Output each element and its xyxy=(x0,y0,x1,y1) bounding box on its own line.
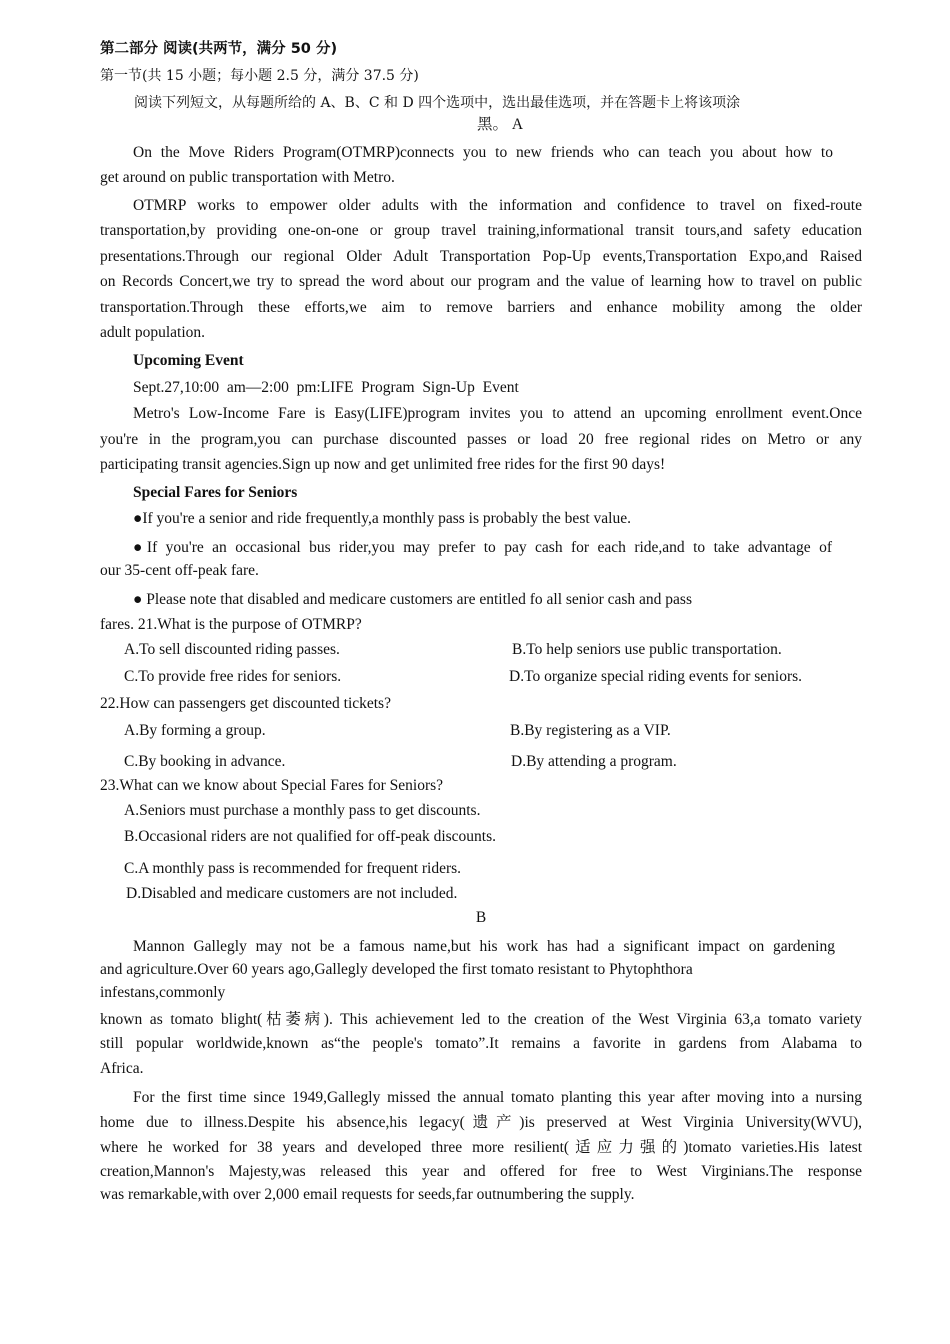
passage-b-p1-line: and agriculture.Over 60 years ago,Gallegly developed the first tomato resistant to Phytophthora xyxy=(100,961,693,978)
q23-option-a[interactable]: A.Seniors must purchase a monthly pass to get discounts. xyxy=(124,802,481,819)
q22-option-c[interactable]: C.By booking in advance. xyxy=(124,753,286,770)
passage-a-p3-line: participating transit agencies.Sign up now and get unlimited free rides for the first 90 days! xyxy=(100,456,666,473)
passage-a-p1-line: On the Move Riders Program(OTMRP)connects you to new friends who can teach you about how to xyxy=(133,144,833,161)
passage-a-p2-line: on Records Concert,we try to spread the word about our program and the value of learning how to travel on public xyxy=(100,273,862,290)
event-line: Sept.27,10:00 am—2:00 pm:LIFE Program Sign-Up Event xyxy=(133,379,519,396)
q22-option-a[interactable]: A.By forming a group. xyxy=(124,722,266,739)
instructions-line-1: 阅读下列短文，从每题所给的 A、B、C 和 D 四个选项中，选出最佳选项，并在答题卡上将该项涂 xyxy=(134,95,741,111)
passage-a-p3-line: you're in the program,you can purchase discounted passes or load 20 free regional rides on Metro or any xyxy=(100,431,862,448)
passage-a-p2-line: presentations.Through our regional Older Adult Transportation Pop-Up events,Transportation Expo,and Raised xyxy=(100,248,862,265)
q22-option-d[interactable]: D.By attending a program. xyxy=(511,753,677,770)
passage-b-p2-line: creation,Mannon's Majesty,was released this year and offered for free to West Virginians.The response xyxy=(100,1163,862,1180)
passage-a-p3-line: Metro's Low-Income Fare is Easy(LIFE)program invites you to attend an upcoming enrollment event.Once xyxy=(133,405,862,422)
q21-stem: fares. 21.What is the purpose of OTMRP? xyxy=(100,616,362,633)
passage-b-p2-line: home due to illness.Despite his absence,his legacy(遗产)is preserved at West Virginia University(WVU), xyxy=(100,1114,862,1131)
q23-stem: 23.What can we know about Special Fares for Seniors? xyxy=(100,777,444,794)
q21-option-a[interactable]: A.To sell discounted riding passes. xyxy=(124,641,340,658)
passage-b-p1-line: Mannon Gallegly may not be a famous name,but his work has had a significant impact on gardening xyxy=(133,938,835,955)
passage-a-p1-line: get around on public transportation with Metro. xyxy=(100,169,395,186)
passage-b-p2-line: where he worked for 38 years and developed three more resilient(适应力强的)tomato varieties.His latest xyxy=(100,1139,862,1156)
passage-b-label: B xyxy=(475,909,487,926)
q22-stem: 22.How can passengers get discounted tickets? xyxy=(100,695,391,712)
q22-option-b[interactable]: B.By registering as a VIP. xyxy=(510,722,671,739)
passage-b-p1-line: infestans,commonly xyxy=(100,984,226,1001)
passage-b-p2-line: For the first time since 1949,Gallegly missed the annual tomato planting this year after moving into a nursing xyxy=(133,1089,862,1106)
part-title: 第二部分 阅读(共两节，满分 50 分) xyxy=(100,41,338,57)
q21-option-c[interactable]: C.To provide free rides for seniors. xyxy=(124,668,342,685)
passage-b-p1-line: still popular worldwide,known as“the people's tomato”.It remains a favorite in gardens from Alabama to xyxy=(100,1035,862,1052)
fares-bullet: ●If you're a senior and ride frequently,a monthly pass is probably the best value. xyxy=(133,510,631,527)
passage-a-p2-line: transportation.Through these efforts,we aim to remove barriers and enhance mobility among the older xyxy=(100,299,862,316)
passage-b-p1-line: known as tomato blight(枯萎病). This achievement led to the creation of the West Virginia 63,a tomato variety xyxy=(100,1011,862,1028)
q21-option-b[interactable]: B.To help seniors use public transportation. xyxy=(512,641,782,658)
fares-bullet-cont: our 35-cent off-peak fare. xyxy=(100,562,259,579)
passage-a-p2-line: adult population. xyxy=(100,324,206,341)
passage-b-p1-line: Africa. xyxy=(100,1060,144,1077)
fares-bullet: ● Please note that disabled and medicare customers are entitled fo all senior cash and pass xyxy=(133,591,692,608)
q23-option-b[interactable]: B.Occasional riders are not qualified for off-peak discounts. xyxy=(124,828,497,845)
q23-option-c[interactable]: C.A monthly pass is recommended for frequent riders. xyxy=(124,860,462,877)
fares-bullet: ●If you're an occasional bus rider,you may prefer to pay cash for each ride,and to take advantage of xyxy=(133,539,832,556)
passage-a-p2-line: OTMRP works to empower older adults with the information and confidence to travel on fixed-route xyxy=(133,197,862,214)
instructions-line-2: 黑。 A xyxy=(477,116,524,133)
q23-option-d[interactable]: D.Disabled and medicare customers are not included. xyxy=(126,885,458,902)
q21-option-d[interactable]: D.To organize special riding events for seniors. xyxy=(509,668,803,685)
passage-b-p2-line: was remarkable,with over 2,000 email requests for seeds,far outnumbering the supply. xyxy=(100,1186,635,1203)
passage-a-p2-line: transportation,by providing one-on-one or group travel training,informational transit tours,and safety education xyxy=(100,222,862,239)
special-fares-heading: Special Fares for Seniors xyxy=(133,484,298,501)
section-info: 第一节(共 15 小题；每小题 2.5 分，满分 37.5 分) xyxy=(100,68,419,84)
upcoming-event-heading: Upcoming Event xyxy=(133,352,244,369)
